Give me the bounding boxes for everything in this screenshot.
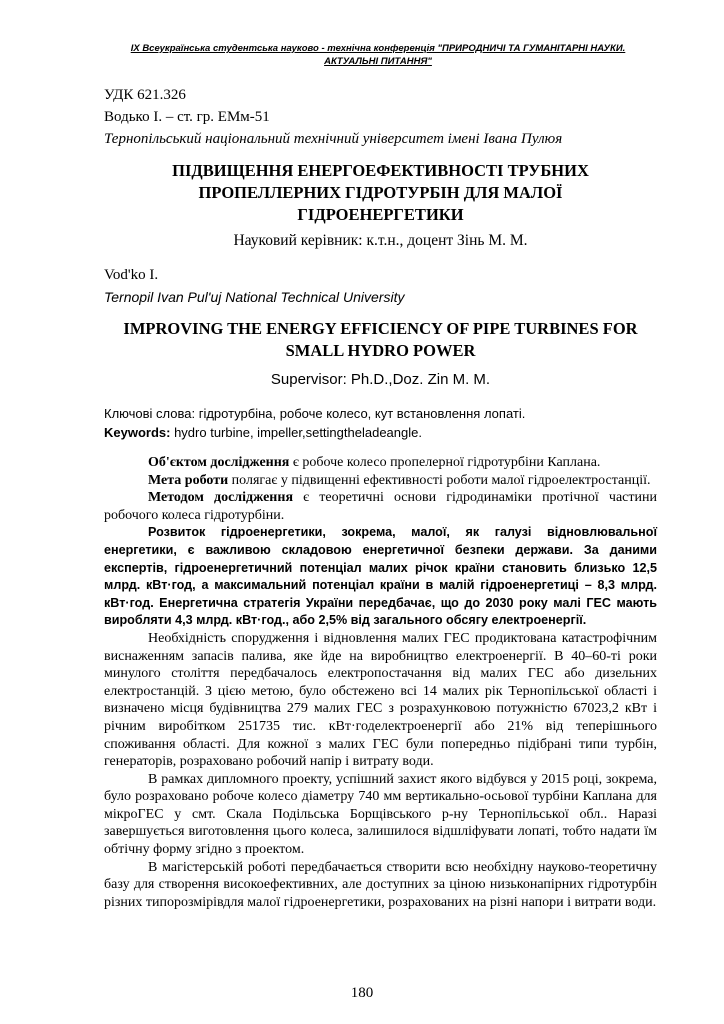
paragraph-object — [104, 454, 657, 472]
title-uk-line-3: ГІДРОЕНЕРГЕТИКИ — [297, 205, 464, 224]
title-uk-line-1: ПІДВИЩЕННЯ ЕНЕРГОЕФЕКТИВНОСТІ ТРУБНИХ — [172, 161, 589, 180]
keywords-uk: Ключові слова: гідротурбіна, робоче колесо, кут встановлення лопаті. — [104, 406, 526, 421]
paragraph-method-text: є теоретичні основи гідродинаміки протічної частини робочого колеса гідротурбіни. — [104, 490, 657, 523]
paragraph-object-text: є робоче колесо пропелерної гідротурбіни Каплана. — [289, 455, 601, 470]
paragraph-goal — [104, 472, 657, 490]
paragraph-method-lead: Методом дослідження — [148, 490, 294, 506]
title-en-line-2: SMALL HYDRO POWER — [285, 341, 476, 360]
author-block-en — [104, 264, 657, 308]
running-header-line-2: АКТУАЛЬНІ ПИТАННЯ" — [324, 56, 432, 67]
university-en: Ternopil Ivan Pul'uj National Technical University — [104, 289, 405, 305]
paragraph-object-lead: Об'єктом дослідження — [148, 455, 290, 470]
udk-code: УДК 621.326 — [104, 87, 186, 103]
body-text — [104, 454, 657, 911]
author-block-uk — [104, 84, 657, 150]
paragraph-goal-lead: Мета роботи — [148, 472, 229, 488]
paragraph-necessity: Необхідність спорудження і відновлення малих ГЕС продиктована катастрофічним виснаженням запасів палива, яке йде на виробництво електроенергії. В 40–60-ті роки минулого століття передбачалось електропостачання від малих ГЕС або дизельних електростанцій. З цією метою, було обстежено всі 14 малих рік Тернопільської області і визначено місця будівництва 279 малих ГЕС з розрахунковою потужністю 67023,2 кВт і річним виробітком 251735 тис. кВт·годелектроенергії або 21% від теперішнього споживання області. Для кожної з малих ГЕС були попередньо підібрані типи турбін, генераторів, розраховано робочий напір і витрату води. — [104, 630, 657, 770]
author-en: Vod'ko I. — [104, 267, 159, 283]
author-uk: Водько І. – ст. гр. ЕМм-51 — [104, 109, 270, 125]
title-en-line-1: IMPROVING THE ENERGY EFFICIENCY OF PIPE TURBINES FOR — [123, 319, 638, 338]
paragraph-hydro-development: Розвиток гідроенергетики, зокрема, малої, як галузі відновлювальної енергетики, є важливою складовою енергетичної безпеки держави. За даними експертів, гідроенергетичний потенціал малих річок країни становить близько 12,5 млрд. кВт·год, а максимальний потенціал країни в малій гідроенергетиці – 8,3 млрд. кВт·год. Енергетична стратегія України передбачає, що до 2030 року малі ГЕС мають виробляти 4,3 млрд. кВт·год., або 2,5% від загального обсягу електроенергії. — [104, 525, 657, 628]
title-uk — [104, 160, 657, 226]
university-uk: Тернопільський національний технічний університет імені Івана Пулюя — [104, 131, 563, 147]
keywords-en — [104, 423, 657, 442]
page-number: 180 — [350, 985, 374, 1001]
keywords-en-text: hydro turbine, impeller,settingtheladeangle. — [170, 425, 422, 440]
supervisor-uk: Науковий керівник: к.т.н., доцент Зінь М. М. — [233, 232, 528, 249]
paragraph-master-work: В магістерській роботі передбачається створити всю необхідну науково-теоретичну базу для створення високоефективних, але доступних за ціною низьконапірних гідротурбін різних типорозмірівдля малої гідроенергетики, розрахованих на різні напори і витрати води. — [104, 859, 657, 910]
running-header-line-1: IX Всеукраїнська студентська науково - технічна конференція "ПРИРОДНИЧІ ТА ГУМАНІТАРНІ НАУКИ. — [130, 43, 626, 54]
paragraph-goal-text: полягає у підвищенні ефективності роботи малої гідроелектростанції. — [228, 472, 651, 488]
title-en — [104, 318, 657, 362]
paragraph-diploma-project: В рамках дипломного проекту, успішний захист якого відбувся у 2015 році, зокрема, було розраховано робоче колесо діаметру 740 мм вертикально-осьової турбіни Каплана для мікроГЕС у смт. Скала Подільська Борщівського р-ну Тернопільської обл.. Наразі завершується виготовлення цього колеса, залишилося відшліфувати лопаті, тобто надати їм обтічну форму згідно з проектом. — [104, 771, 657, 858]
keywords-en-label: Keywords: — [104, 425, 171, 440]
title-uk-line-2: ПРОПЕЛЛЕРНИХ ГІДРОТУРБІН ДЛЯ МАЛОЇ — [198, 183, 563, 202]
supervisor-en: Supervisor: Ph.D.,Doz. Zin M. M. — [270, 371, 491, 388]
running-header — [104, 42, 652, 68]
paragraph-method — [104, 489, 657, 524]
